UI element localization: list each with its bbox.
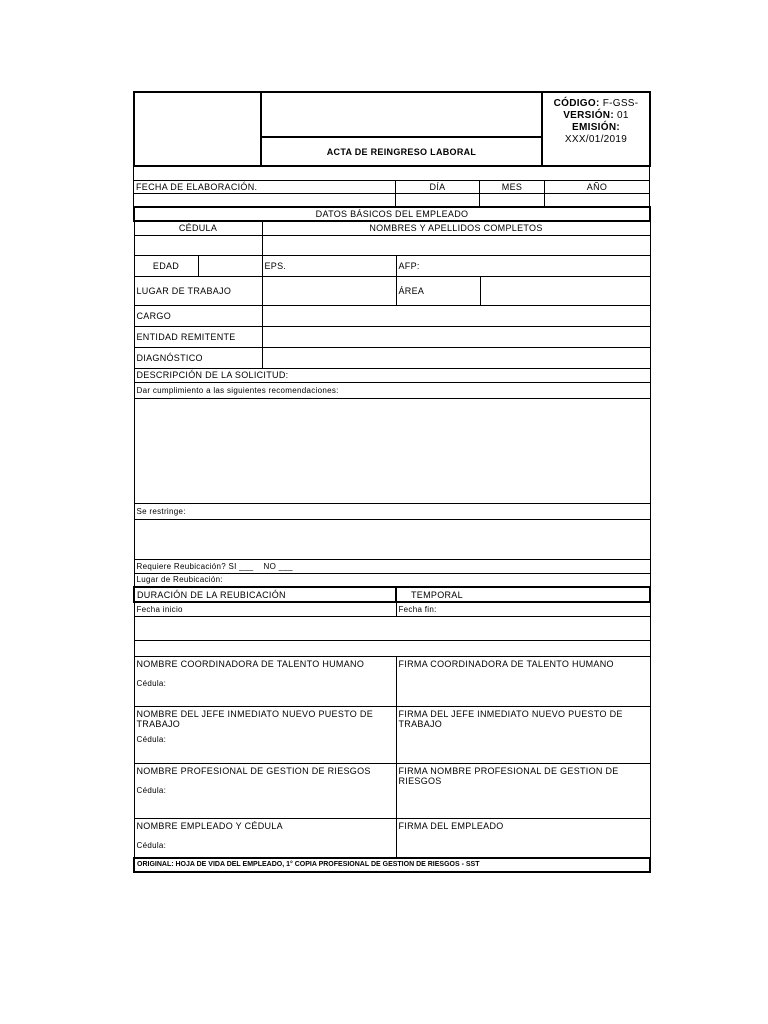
lugar-reubicacion-label: Lugar de Reubicación: bbox=[134, 573, 650, 587]
recomendaciones-area[interactable] bbox=[134, 398, 650, 503]
lugar-trabajo-label: LUGAR DE TRABAJO bbox=[134, 276, 262, 305]
fecha-blank[interactable] bbox=[134, 194, 396, 207]
firma-nombre-jefe[interactable]: NOMBRE DEL JEFE INMEDIATO NUEVO PUESTO DE TRABAJO Cédula: bbox=[134, 706, 396, 763]
area-label: ÁREA bbox=[396, 276, 480, 305]
footer-note: ORIGINAL: HOJA DE VIDA DEL EMPLEADO, 1° COPIA PROFESIONAL DE GESTION DE RIESGOS - SST bbox=[134, 858, 650, 872]
firma-coordinadora[interactable]: FIRMA COORDINADORA DE TALENTO HUMANO bbox=[396, 656, 650, 706]
emision-label: EMISIÓN: bbox=[572, 122, 620, 133]
recomendaciones-label: Dar cumplimiento a las siguientes recomendaciones: bbox=[134, 382, 650, 398]
header-blank bbox=[261, 92, 542, 137]
descripcion-label: DESCRIPCIÓN DE LA SOLICITUD: bbox=[134, 368, 650, 382]
cedula-label: Cédula: bbox=[136, 734, 167, 744]
mes-label: MES bbox=[480, 181, 545, 194]
version-value: 01 bbox=[617, 110, 629, 121]
codigo-value: F-GSS- bbox=[602, 98, 639, 109]
reingreso-form bbox=[133, 91, 649, 873]
firma-jefe[interactable]: FIRMA DEL JEFE INMEDIATO NUEVO PUESTO DE TRABAJO bbox=[396, 706, 650, 763]
afp-label: AFP: bbox=[396, 255, 650, 276]
cargo-input[interactable] bbox=[262, 305, 650, 326]
firma-nombre-empleado[interactable]: NOMBRE EMPLEADO Y CÉDULA Cédula: bbox=[134, 818, 396, 858]
firma-empleado[interactable]: FIRMA DEL EMPLEADO bbox=[396, 818, 650, 858]
datos-basicos-title: DATOS BÁSICOS DEL EMPLEADO bbox=[134, 207, 650, 221]
firma-profesional[interactable]: FIRMA NOMBRE PROFESIONAL DE GESTION DE RIESGOS bbox=[396, 763, 650, 818]
cedula-label: Cédula: bbox=[136, 785, 167, 795]
cedula-label: CÉDULA bbox=[134, 221, 262, 235]
form-body bbox=[133, 166, 650, 181]
cedula-label: Cédula: bbox=[136, 678, 167, 688]
cargo-label: CARGO bbox=[134, 305, 262, 326]
fecha-fin-label: Fecha fin: bbox=[396, 602, 650, 616]
duracion-label: DURACIÓN DE LA REUBICACIÓN bbox=[134, 587, 396, 602]
cedula-input[interactable] bbox=[134, 235, 262, 255]
version-label: VERSIÓN: bbox=[563, 110, 614, 121]
fecha-reubicacion-area[interactable] bbox=[134, 616, 650, 640]
anio-input[interactable] bbox=[545, 194, 650, 207]
fecha-table bbox=[133, 180, 650, 207]
dia-input[interactable] bbox=[396, 194, 480, 207]
temporal-label: TEMPORAL bbox=[396, 587, 650, 602]
dia-label: DÍA bbox=[396, 181, 480, 194]
lugar-trabajo-input[interactable] bbox=[262, 276, 396, 305]
mes-input[interactable] bbox=[480, 194, 545, 207]
se-restringe-area[interactable] bbox=[134, 519, 650, 559]
edad-input[interactable] bbox=[198, 255, 262, 276]
entidad-remitente-input[interactable] bbox=[262, 326, 650, 347]
cedula-label: Cédula: bbox=[136, 840, 167, 850]
diagnostico-label: DIAGNÓSTICO bbox=[134, 347, 262, 368]
nombres-input[interactable] bbox=[262, 235, 650, 255]
eps-label: EPS. bbox=[262, 255, 396, 276]
requiere-reubicacion: Requiere Reubicación? SI ___ NO ___ bbox=[134, 559, 650, 573]
anio-label: AÑO bbox=[545, 181, 650, 194]
datos-basicos-table bbox=[133, 206, 651, 369]
form-header bbox=[133, 91, 651, 167]
form-title: ACTA DE REINGRESO LABORAL bbox=[261, 137, 542, 166]
logo-area bbox=[134, 92, 261, 166]
entidad-remitente-label: ENTIDAD REMITENTE bbox=[134, 326, 262, 347]
edad-label: EDAD bbox=[134, 255, 198, 276]
area-input[interactable] bbox=[480, 276, 650, 305]
emision-value: XXX/01/2019 bbox=[564, 134, 628, 145]
codigo-label: CÓDIGO: bbox=[553, 98, 600, 109]
diagnostico-input[interactable] bbox=[262, 347, 650, 368]
doc-meta bbox=[542, 92, 650, 166]
fecha-elaboracion-label: FECHA DE ELABORACIÓN. bbox=[134, 181, 396, 194]
firma-nombre-coordinadora[interactable]: NOMBRE COORDINADORA DE TALENTO HUMANO Cédula: bbox=[134, 656, 396, 706]
solicitud-table bbox=[133, 368, 651, 657]
firma-nombre-profesional[interactable]: NOMBRE PROFESIONAL DE GESTION DE RIESGOS Cédula: bbox=[134, 763, 396, 818]
firmas-table bbox=[133, 656, 651, 874]
se-restringe-label: Se restringe: bbox=[134, 503, 650, 519]
fecha-inicio-label: Fecha inicio bbox=[134, 602, 396, 616]
nombres-label: NOMBRES Y APELLIDOS COMPLETOS bbox=[262, 221, 650, 235]
spacer-row bbox=[134, 167, 650, 181]
spacer-row-2 bbox=[134, 640, 650, 656]
